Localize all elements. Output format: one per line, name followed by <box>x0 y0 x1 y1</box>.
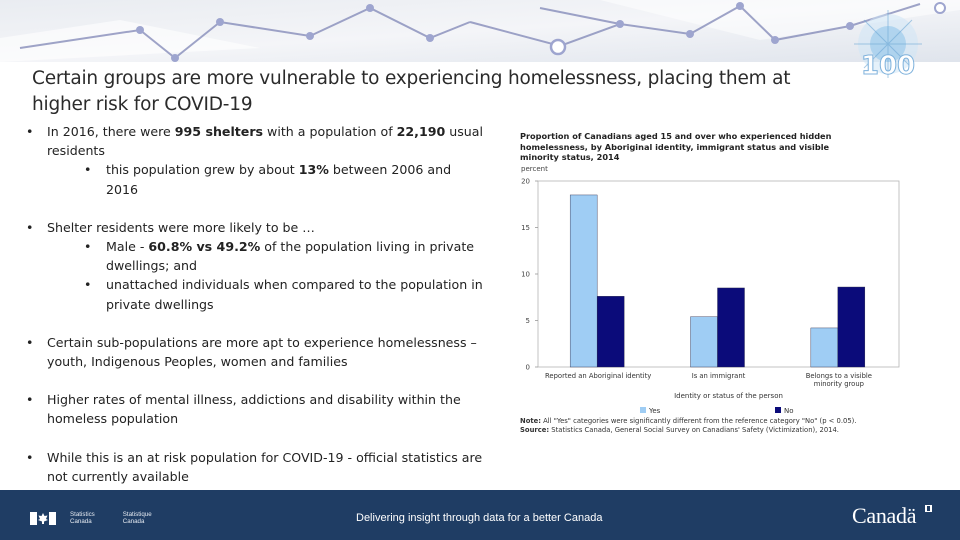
network-graphic <box>0 0 960 62</box>
footer-tagline: Delivering insight through data for a better Canada <box>356 512 603 524</box>
bullet-covid-risk: • While this is an at risk population for COVID-19 - official statistics are not currently available <box>24 448 484 486</box>
sub-bullet-male <box>47 237 484 275</box>
bullet-bold: 995 shelters <box>174 124 264 139</box>
bar-chart <box>505 160 905 415</box>
y-tick-label: 15 <box>521 224 530 232</box>
x-tick-label: Reported an Aboriginal identity <box>545 372 652 380</box>
chart-title: Proportion of Canadians aged 15 and over who experienced hidden homelessness, by Aboriginal identity, immigrant status and visible minority status, 2014 <box>520 131 832 163</box>
legend-label-no: No <box>784 407 794 415</box>
y-tick-label: 5 <box>525 317 530 325</box>
bullet-text: Shelter residents were more likely to be … <box>47 219 315 235</box>
source-text: Statistics Canada, General Social Survey on Canadians' Safety (Victimization), 2014. <box>551 425 839 434</box>
legend-label-yes: Yes <box>649 407 661 415</box>
canada-wordmark: Canadä <box>852 503 917 528</box>
y-tick-label: 0 <box>525 363 530 372</box>
bullet-text: with a population of <box>263 124 397 139</box>
bullet-shelter-residents <box>24 218 484 314</box>
statcan-en-line: Statistics <box>70 511 95 518</box>
bullet-text: this population grew by about <box>106 162 299 178</box>
y-axis-label: percent <box>521 165 548 173</box>
y-tick-label: 20 <box>521 177 530 186</box>
header-banner <box>0 0 960 62</box>
sub-bullet-unattached: • unattached individuals when compared to the population in private dwellings <box>47 275 484 313</box>
bullet-bold: 22,190 <box>396 124 446 139</box>
slide-title: Certain groups are more vulnerable to experiencing homelessness, placing them at higher risk for COVID-19 <box>32 68 791 115</box>
statcan-en <box>70 511 109 525</box>
bar-yes <box>811 328 838 367</box>
centennial-badge <box>848 8 928 80</box>
statcan-logo <box>30 510 180 526</box>
sub-bullet-growth <box>47 160 484 198</box>
x-tick-label: Belongs to a visible minority group <box>805 372 872 388</box>
bullet-text: usual residents <box>47 124 484 159</box>
flag-icon <box>30 512 56 525</box>
y-tick-label: 10 <box>521 270 530 279</box>
bar-no <box>838 287 865 367</box>
bullet-sub-populations: • Certain sub-populations are more apt to experience homelessness – youth, Indigenous Peoples, women and families <box>24 333 484 371</box>
bullet-text: In 2016, there were <box>47 124 175 139</box>
bullet-list <box>24 122 484 505</box>
statcan-fr-line: Canada <box>122 518 145 525</box>
source-label: Source: <box>520 425 550 434</box>
bar-yes <box>691 317 718 367</box>
legend-swatch-no <box>775 407 781 413</box>
statcan-en-line: Canada <box>70 518 92 525</box>
note-label: Note: <box>520 417 541 425</box>
badge-text: 100 <box>860 51 916 80</box>
bar-yes <box>570 195 597 367</box>
statcan-fr-line: Statistique <box>122 511 152 518</box>
chart-note <box>520 417 900 434</box>
legend-swatch-yes <box>640 407 646 413</box>
x-axis-label: Identity or status of the person <box>674 392 783 400</box>
bullet-shelters <box>24 122 484 199</box>
bullet-bold: 13% <box>298 162 329 178</box>
bullet-bold: 60.8% vs 49.2% <box>148 239 261 255</box>
bullet-text: of the population living in private dwellings; and <box>106 239 475 274</box>
note-text: All "Yes" categories were significantly different from the reference category "No" (p < 0.05). <box>543 417 857 425</box>
bar-no <box>718 288 745 367</box>
bar-no <box>597 296 624 367</box>
bullet-mental-illness: • Higher rates of mental illness, addictions and disability within the homeless population <box>24 390 484 428</box>
statcan-fr <box>123 511 166 525</box>
bullet-text: between 2006 and 2016 <box>106 162 452 197</box>
wordmark-flag-icon <box>925 505 932 512</box>
bullet-text: Male - <box>106 239 149 255</box>
x-tick-label: Is an immigrant <box>691 372 746 380</box>
